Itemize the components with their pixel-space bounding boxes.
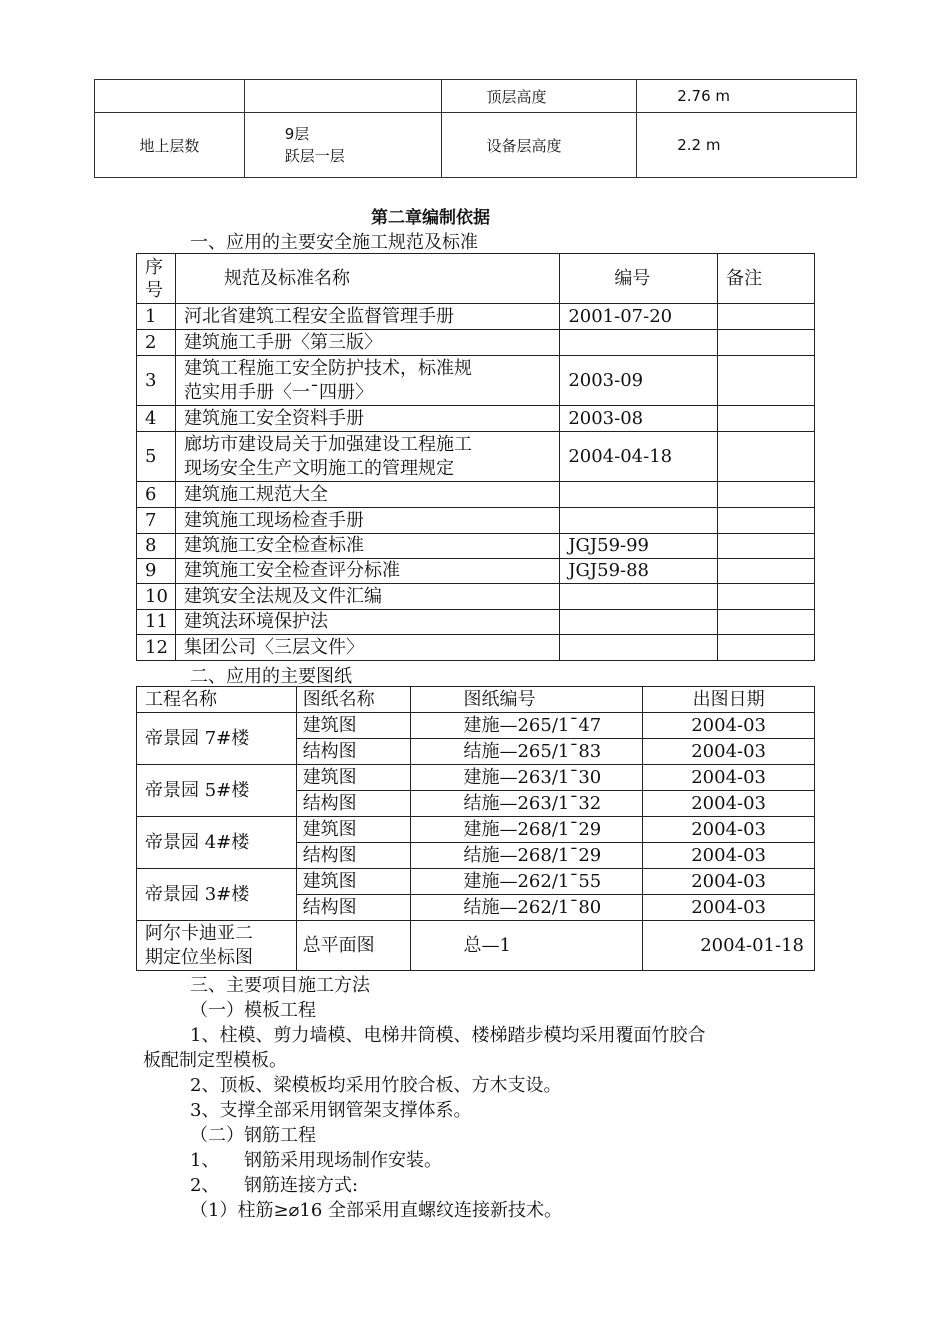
header-line: 号 xyxy=(145,279,163,301)
project-cell: 帝景园 4#楼 xyxy=(137,817,297,869)
name-cell xyxy=(175,356,559,406)
column-header: 出图日期 xyxy=(643,687,815,713)
table-header-row xyxy=(137,687,815,713)
table-row xyxy=(137,432,815,482)
date-cell: 2004-03 xyxy=(643,739,815,765)
code-cell xyxy=(560,584,718,610)
code-cell xyxy=(560,482,718,508)
number-cell: 建施—263/1¯30 xyxy=(411,765,643,791)
column-header: 备注 xyxy=(718,254,815,304)
list-number: 1、 xyxy=(190,1150,220,1171)
table-row xyxy=(137,765,815,791)
name-cell: 河北省建筑工程安全监督管理手册 xyxy=(175,304,559,330)
table-cell: 设备层高度 xyxy=(442,113,637,178)
name-cell: 建筑施工安全检查标准 xyxy=(175,534,559,559)
paragraph-line: 钢筋连接方式: xyxy=(244,1175,359,1196)
note-cell xyxy=(718,356,815,406)
date-cell: 2004-03 xyxy=(643,843,815,869)
name-cell: 建筑法环境保护法 xyxy=(175,610,559,635)
date-cell: 2004-01-18 xyxy=(643,921,815,971)
column-header xyxy=(137,254,176,304)
table-row xyxy=(137,534,815,559)
table-row xyxy=(137,817,815,843)
date-cell: 2004-03 xyxy=(643,895,815,921)
note-cell xyxy=(718,482,815,508)
paragraph-line: 板配制定型模板。 xyxy=(143,1050,287,1071)
column-header: 图纸名称 xyxy=(296,687,411,713)
number-cell: 建施—265/1¯47 xyxy=(411,713,643,739)
code-cell xyxy=(560,508,718,534)
table-row xyxy=(137,713,815,739)
column-header: 编号 xyxy=(560,254,718,304)
cell-line: 范实用手册〈一¯四册〉 xyxy=(183,381,373,403)
project-cell: 帝景园 7#楼 xyxy=(137,713,297,765)
note-cell xyxy=(718,534,815,559)
note-cell xyxy=(718,559,815,584)
table-row xyxy=(95,113,857,178)
drawing-cell: 结构图 xyxy=(296,739,411,765)
table-row xyxy=(95,80,857,113)
seq-cell: 2 xyxy=(137,330,176,356)
cell-line: 9层 xyxy=(284,125,310,143)
name-cell: 建筑施工安全资料手册 xyxy=(175,406,559,432)
table-row xyxy=(137,921,815,971)
table-row xyxy=(137,406,815,432)
standards-table xyxy=(136,253,815,661)
code-cell xyxy=(560,635,718,661)
date-cell: 2004-03 xyxy=(643,713,815,739)
section-heading: 一、应用的主要安全施工规范及标准 xyxy=(190,232,478,253)
note-cell xyxy=(718,304,815,330)
paragraph-line: 3、支撑全部采用钢管架支撑体系。 xyxy=(190,1100,472,1121)
section-heading: 二、应用的主要图纸 xyxy=(190,666,352,687)
code-cell: JGJ59-88 xyxy=(560,559,718,584)
drawing-cell: 建筑图 xyxy=(296,765,411,791)
chapter-title: 第二章编制依据 xyxy=(371,208,490,228)
project-cell: 帝景园 3#楼 xyxy=(137,869,297,921)
table-row xyxy=(137,330,815,356)
seq-cell: 11 xyxy=(137,610,176,635)
drawings-table xyxy=(136,686,815,971)
code-cell xyxy=(560,330,718,356)
name-cell: 建筑施工安全检查评分标准 xyxy=(175,559,559,584)
name-cell: 建筑安全法规及文件汇编 xyxy=(175,584,559,610)
number-cell: 结施—263/1¯32 xyxy=(411,791,643,817)
column-header: 图纸编号 xyxy=(411,687,643,713)
cell-line: 期定位坐标图 xyxy=(145,946,253,968)
code-cell: JGJ59-99 xyxy=(560,534,718,559)
section-heading: 三、主要项目施工方法 xyxy=(190,975,370,996)
name-cell: 建筑施工规范大全 xyxy=(175,482,559,508)
subsection-heading: （二）钢筋工程 xyxy=(190,1125,316,1146)
name-cell: 集团公司〈三层文件〉 xyxy=(175,635,559,661)
table-cell: 2.2 m xyxy=(637,113,857,178)
table-cell: 地上层数 xyxy=(95,113,245,178)
number-cell: 结施—268/1¯29 xyxy=(411,843,643,869)
paragraph-line: 钢筋采用现场制作安装。 xyxy=(244,1150,442,1171)
header-line: 序 xyxy=(145,256,163,278)
table-row xyxy=(137,584,815,610)
project-cell: 帝景园 5#楼 xyxy=(137,765,297,817)
seq-cell: 9 xyxy=(137,559,176,584)
name-cell: 建筑施工手册〈第三版〉 xyxy=(175,330,559,356)
code-cell xyxy=(560,610,718,635)
code-cell: 2003-09 xyxy=(560,356,718,406)
seq-cell: 12 xyxy=(137,635,176,661)
drawing-cell: 建筑图 xyxy=(296,713,411,739)
seq-cell: 6 xyxy=(137,482,176,508)
table-header-row xyxy=(137,254,815,304)
code-cell: 2004-04-18 xyxy=(560,432,718,482)
cell-line: 阿尔卡迪亚二 xyxy=(145,922,253,944)
table-row xyxy=(137,304,815,330)
number-cell: 结施—265/1¯83 xyxy=(411,739,643,765)
drawing-cell: 建筑图 xyxy=(296,817,411,843)
column-header: 工程名称 xyxy=(137,687,297,713)
table-cell xyxy=(244,113,442,178)
note-cell xyxy=(718,584,815,610)
column-header: 规范及标准名称 xyxy=(175,254,559,304)
code-cell: 2001-07-20 xyxy=(560,304,718,330)
date-cell: 2004-03 xyxy=(643,869,815,895)
table-row xyxy=(137,482,815,508)
cell-line: 建筑工程施工安全防护技术，标准规 xyxy=(183,357,472,379)
subsection-heading: （一）模板工程 xyxy=(190,1000,316,1021)
table-row xyxy=(137,508,815,534)
name-cell xyxy=(175,432,559,482)
seq-cell: 8 xyxy=(137,534,176,559)
paragraph-line: （1）柱筋≥⌀16 全部采用直螺纹连接新技术。 xyxy=(190,1200,562,1221)
table-cell: 顶层高度 xyxy=(442,80,637,113)
note-cell xyxy=(718,635,815,661)
number-cell: 总—1 xyxy=(411,921,643,971)
drawing-cell: 总平面图 xyxy=(296,921,411,971)
seq-cell: 1 xyxy=(137,304,176,330)
table-row xyxy=(137,559,815,584)
paragraph-line: 2、顶板、梁模板均采用竹胶合板、方木支设。 xyxy=(190,1075,562,1096)
drawing-cell: 结构图 xyxy=(296,895,411,921)
drawing-cell: 建筑图 xyxy=(296,869,411,895)
note-cell xyxy=(718,406,815,432)
number-cell: 建施—262/1¯55 xyxy=(411,869,643,895)
table-cell xyxy=(244,80,442,113)
seq-cell: 10 xyxy=(137,584,176,610)
table-cell xyxy=(95,80,245,113)
note-cell xyxy=(718,432,815,482)
project-cell xyxy=(137,921,297,971)
drawing-cell: 结构图 xyxy=(296,791,411,817)
note-cell xyxy=(718,508,815,534)
date-cell: 2004-03 xyxy=(643,791,815,817)
name-cell: 建筑施工现场检查手册 xyxy=(175,508,559,534)
date-cell: 2004-03 xyxy=(643,817,815,843)
paragraph-line: 1、柱模、剪力墙模、电梯井筒模、楼梯踏步模均采用覆面竹胶合 xyxy=(190,1025,706,1046)
note-cell xyxy=(718,330,815,356)
note-cell xyxy=(718,610,815,635)
cell-line: 跃层一层 xyxy=(284,147,345,165)
seq-cell: 4 xyxy=(137,406,176,432)
seq-cell: 3 xyxy=(137,356,176,406)
seq-cell: 5 xyxy=(137,432,176,482)
building-info-table xyxy=(94,79,857,178)
table-row xyxy=(137,356,815,406)
seq-cell: 7 xyxy=(137,508,176,534)
drawing-cell: 结构图 xyxy=(296,843,411,869)
code-cell: 2003-08 xyxy=(560,406,718,432)
table-row xyxy=(137,635,815,661)
table-cell: 2.76 m xyxy=(637,80,857,113)
cell-line: 现场安全生产文明施工的管理规定 xyxy=(183,457,454,479)
table-row xyxy=(137,869,815,895)
number-cell: 建施—268/1¯29 xyxy=(411,817,643,843)
date-cell: 2004-03 xyxy=(643,765,815,791)
list-number: 2、 xyxy=(190,1175,220,1196)
cell-line: 廊坊市建设局关于加强建设工程施工 xyxy=(183,433,472,455)
number-cell: 结施—262/1¯80 xyxy=(411,895,643,921)
table-row xyxy=(137,610,815,635)
